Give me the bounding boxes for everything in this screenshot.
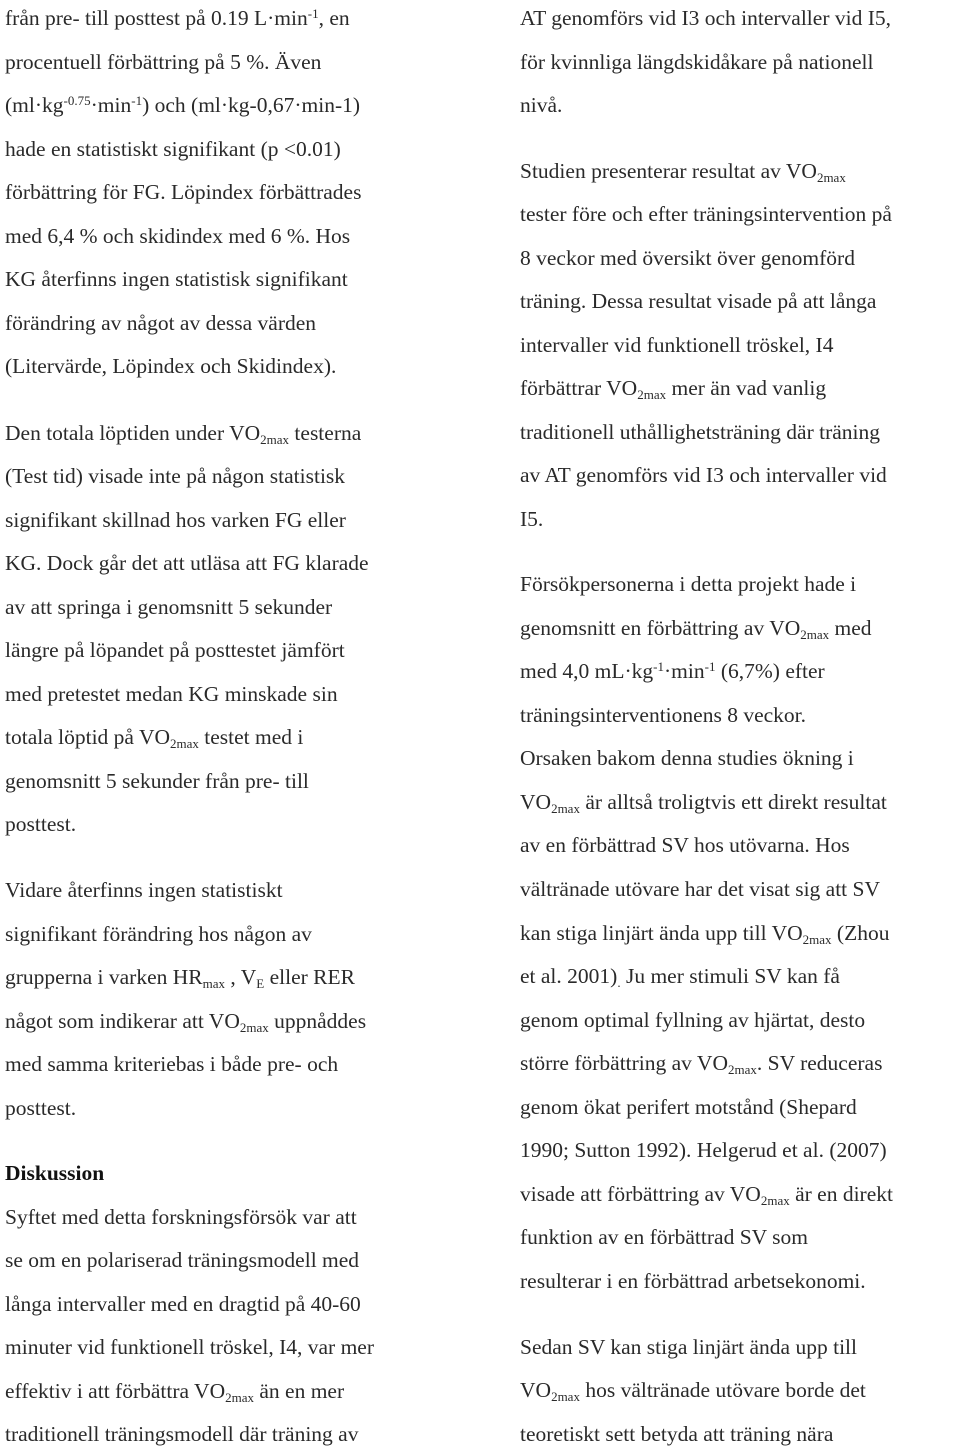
text-run: längre på löpandet på posttestet jämfört — [5, 638, 345, 662]
text-run: Diskussion — [5, 1161, 105, 1185]
text-run: VO — [520, 1378, 552, 1402]
text-line — [5, 5, 350, 31]
text-run: tester före och efter träningsintervention på — [520, 202, 892, 226]
text-line — [520, 920, 889, 946]
text-line — [520, 615, 872, 641]
text-run: , en — [318, 6, 350, 30]
text-line — [5, 637, 345, 663]
text-line — [520, 1268, 866, 1294]
superscript: -1 — [131, 93, 143, 108]
text-line — [5, 921, 312, 947]
text-line — [520, 49, 873, 75]
text-line — [520, 1224, 808, 1250]
text-line — [5, 266, 348, 292]
text-line — [520, 571, 856, 597]
text-line — [520, 245, 855, 271]
text-line — [520, 1137, 887, 1163]
text-line — [520, 332, 833, 358]
subscript: 2max — [816, 170, 846, 185]
text-line — [520, 1007, 865, 1033]
text-line — [520, 158, 846, 184]
superscript: -1 — [704, 659, 716, 674]
subscript: E — [256, 976, 265, 991]
text-run: 1990; Sutton 1992). Helgerud et al. (2007) — [520, 1138, 887, 1162]
text-run: testet med i — [198, 725, 304, 749]
text-line — [520, 702, 806, 728]
text-run: än en mer — [254, 1379, 345, 1403]
text-line — [520, 92, 562, 118]
text-run: träningsinterventionens 8 veckor. — [520, 703, 806, 727]
text-line — [520, 462, 887, 488]
text-line — [520, 1334, 857, 1360]
text-run: , V — [225, 965, 257, 989]
text-run: grupperna i varken HR — [5, 965, 203, 989]
text-run: intervaller vid funktionell tröskel, I4 — [520, 333, 834, 357]
text-run: (ml·kg — [5, 93, 64, 117]
subscript: 2max — [800, 627, 830, 642]
subscript: 2max — [727, 1062, 757, 1077]
subscript: 2max — [637, 387, 667, 402]
text-line — [5, 1291, 361, 1317]
text-run: Sedan SV kan stiga linjärt ända upp till — [520, 1335, 857, 1359]
text-run: något som indikerar att VO — [5, 1009, 240, 1033]
text-run: Orsaken bakom denna studies ökning i — [520, 746, 854, 770]
text-run: är alltså troligtvis ett direkt resultat — [579, 790, 887, 814]
text-run: genom optimal fyllning av hjärtat, desto — [520, 1008, 866, 1032]
text-line — [5, 594, 332, 620]
text-line — [520, 506, 543, 532]
section-heading — [5, 1160, 104, 1186]
subscript: 2max — [551, 801, 580, 816]
text-line — [520, 1050, 882, 1076]
text-line — [5, 964, 355, 990]
text-line — [5, 92, 360, 118]
text-run: Försökpersonerna i detta projekt hade i — [520, 572, 857, 596]
text-run: av AT genomförs vid I3 och intervaller vid — [520, 463, 887, 487]
text-line — [5, 179, 361, 205]
text-run: förbättring för FG. Löpindex förbättrades — [5, 180, 362, 204]
text-run: vältränade utövare har det visat sig att SV — [520, 877, 881, 901]
text-run: (6,7%) efter — [715, 659, 825, 683]
text-run: förbättrar VO — [520, 376, 638, 400]
text-run: ·min — [90, 93, 132, 117]
text-line — [5, 1421, 358, 1447]
text-line — [520, 876, 880, 902]
text-run: AT genomförs vid I3 och intervaller vid I5, — [520, 6, 891, 30]
subscript: max — [202, 976, 226, 991]
text-run: mer än vad vanlig — [666, 376, 827, 400]
subscript: 2max — [551, 1389, 580, 1404]
text-line — [520, 963, 840, 989]
text-run: med samma kriteriebas i både pre- och — [5, 1052, 339, 1076]
text-line — [5, 1051, 338, 1077]
text-run: 8 veckor med översikt över genomförd — [520, 246, 855, 270]
text-line — [520, 832, 850, 858]
subscript: 2max — [170, 736, 199, 751]
text-run: funktion av en förbättrad SV som — [520, 1225, 809, 1249]
text-line — [520, 1421, 833, 1447]
text-run: posttest. — [5, 812, 77, 836]
text-run: Ju mer stimuli SV kan få — [620, 964, 840, 988]
text-run: större förbättring av VO — [520, 1051, 728, 1075]
text-line — [520, 658, 825, 684]
text-line — [520, 201, 892, 227]
text-run: genomsnitt en förbättring av VO — [520, 616, 801, 640]
text-line — [5, 1008, 366, 1034]
text-run: totala löptid på VO — [5, 725, 171, 749]
text-run: . SV reduceras — [756, 1051, 883, 1075]
text-line — [5, 420, 361, 446]
text-run: Den totala löptiden under VO — [5, 421, 261, 445]
text-run: nivå. — [520, 93, 563, 117]
text-run: (Zhou — [831, 921, 890, 945]
text-run: (Test tid) visade inte på någon statistisk — [5, 464, 346, 488]
text-line — [5, 1095, 76, 1121]
text-line — [5, 1247, 359, 1273]
text-line — [5, 353, 336, 379]
text-line — [5, 507, 346, 533]
text-line — [5, 550, 369, 576]
text-line — [520, 745, 854, 771]
text-run: förändring av något av dessa värden — [5, 311, 317, 335]
text-run: visade att förbättring av VO — [520, 1182, 761, 1206]
subscript: . — [617, 975, 621, 990]
text-run: (Litervärde, Löpindex och Skidindex). — [5, 354, 337, 378]
text-run: procentuell förbättring på 5 %. Även — [5, 50, 322, 74]
text-line — [5, 136, 341, 162]
text-run: Vidare återfinns ingen statistiskt — [5, 878, 283, 902]
text-run: Studien presenterar resultat av VO — [520, 159, 817, 183]
text-run: med 6,4 % och skidindex med 6 %. Hos — [5, 224, 351, 248]
text-line — [5, 463, 345, 489]
text-run: genomsnitt 5 sekunder från pre- till — [5, 769, 309, 793]
text-run: minuter vid funktionell tröskel, I4, var mer — [5, 1335, 374, 1359]
text-run: kan stiga linjärt ända upp till VO — [520, 921, 803, 945]
text-line — [520, 1377, 866, 1403]
text-run: för kvinnliga längdskidåkare på nationell — [520, 50, 874, 74]
text-run: signifikant förändring hos någon av — [5, 922, 312, 946]
text-line — [520, 1094, 857, 1120]
text-run: hos vältränade utövare borde det — [579, 1378, 866, 1402]
superscript: -0.75 — [63, 93, 91, 108]
text-line — [5, 310, 316, 336]
text-run: med pretestet medan KG minskade sin — [5, 682, 338, 706]
text-line — [5, 681, 338, 707]
text-line — [5, 811, 76, 837]
superscript: -1 — [307, 6, 319, 21]
text-run: resulterar i en förbättrad arbetsekonomi. — [520, 1269, 866, 1293]
subscript: 2max — [260, 432, 290, 447]
text-run: träning. Dessa resultat visade på att långa — [520, 289, 877, 313]
text-run: teoretiskt sett betyda att träning nära — [520, 1422, 834, 1446]
text-line — [5, 223, 350, 249]
text-run: traditionell uthållighetsträning där träning — [520, 420, 881, 444]
text-line — [5, 877, 283, 903]
subscript: 2max — [239, 1020, 269, 1035]
text-run: signifikant skillnad hos varken FG eller — [5, 508, 346, 532]
text-run: effektiv i att förbättra VO — [5, 1379, 226, 1403]
text-run: med 4,0 mL·kg — [520, 659, 654, 683]
text-run: I5. — [520, 507, 544, 531]
text-run: hade en statistiskt signifikant (p <0.01) — [5, 137, 341, 161]
text-run: från pre- till posttest på 0.19 L·min — [5, 6, 308, 30]
text-line — [520, 1181, 893, 1207]
text-run: ·min — [664, 659, 705, 683]
text-line — [520, 5, 891, 31]
text-run: Syftet med detta forskningsförsök var att — [5, 1205, 357, 1229]
text-run: uppnåddes — [268, 1009, 367, 1033]
text-run: KG. Dock går det att utläsa att FG klarade — [5, 551, 369, 575]
text-line — [5, 768, 309, 794]
text-run: av en förbättrad SV hos utövarna. Hos — [520, 833, 850, 857]
text-line — [5, 49, 321, 75]
subscript: 2max — [802, 932, 832, 947]
text-run: testerna — [289, 421, 362, 445]
text-line — [5, 1204, 357, 1230]
subscript: 2max — [225, 1390, 254, 1405]
text-line — [5, 724, 303, 750]
text-run: traditionell träningsmodell där träning av — [5, 1422, 359, 1446]
text-run: ) och (ml·kg-0,67·min-1) — [142, 93, 361, 117]
superscript: -1 — [653, 659, 665, 674]
text-run: är en direkt — [789, 1182, 893, 1206]
text-line — [520, 375, 826, 401]
text-run: med — [829, 616, 872, 640]
text-line — [5, 1378, 344, 1404]
text-run: eller RER — [264, 965, 355, 989]
text-run: et al. 2001) — [520, 964, 618, 988]
text-line — [520, 419, 880, 445]
text-run: posttest. — [5, 1096, 77, 1120]
text-run: långa intervaller med en dragtid på 40-60 — [5, 1292, 361, 1316]
text-run: genom ökat perifert motstånd (Shepard — [520, 1095, 857, 1119]
text-run: se om en polariserad träningsmodell med — [5, 1248, 360, 1272]
text-line — [520, 288, 876, 314]
text-line — [5, 1334, 374, 1360]
text-run: av att springa i genomsnitt 5 sekunder — [5, 595, 333, 619]
text-line — [520, 789, 887, 815]
text-run: KG återfinns ingen statistisk signifikant — [5, 267, 348, 291]
subscript: 2max — [760, 1193, 790, 1208]
text-run: VO — [520, 790, 552, 814]
